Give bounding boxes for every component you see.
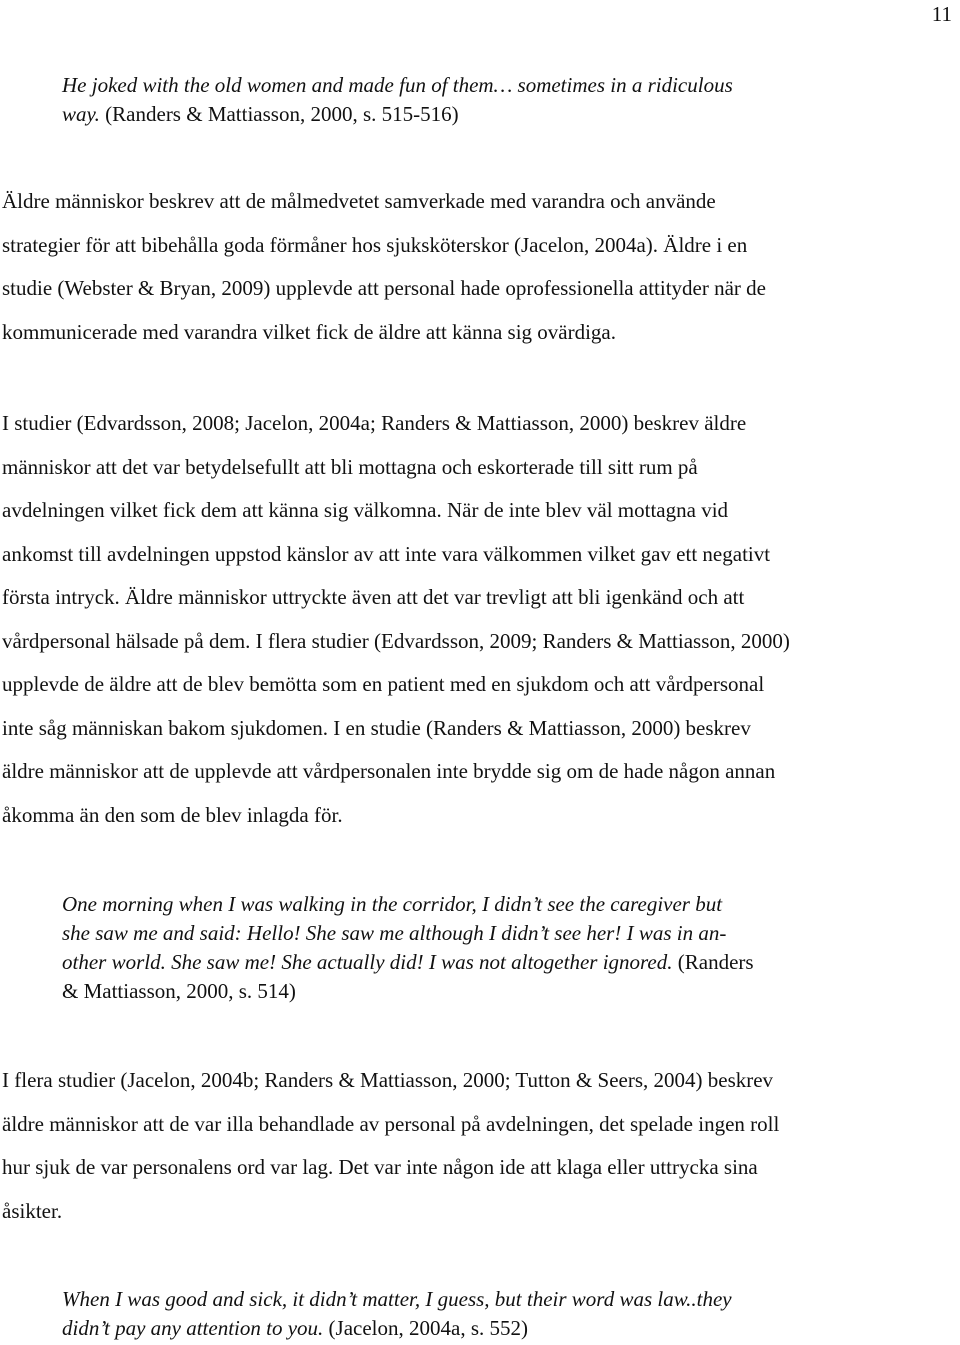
paragraph-line: vårdpersonal hälsade på dem. I flera studier (Edvardsson, 2009; Randers & Mattiasson, 2000) <box>2 628 790 653</box>
paragraph-line: avdelningen vilket fick dem att känna sig välkomna. När de inte blev väl mottagna vid <box>2 498 729 522</box>
quote-text: When I was good and sick, it didn’t matter, I guess, but their word was law..they <box>62 1287 732 1311</box>
quote-line <box>62 1314 870 1343</box>
quote-line <box>62 977 870 1006</box>
paragraph-line: inte såg människan bakom sjukdomen. I en studie (Randers & Mattiasson, 2000) beskrev <box>2 715 751 740</box>
paragraph-line: Äldre människor beskrev att de målmedvetet samverkade med varandra och använde <box>2 189 716 213</box>
quote-citation: & Mattiasson, 2000, s. 514) <box>62 979 296 1003</box>
quote-text: she saw me and said: Hello! She saw me although I didn’t see her! I was in an- <box>62 921 727 945</box>
paragraph-line: åkomma än den som de blev inlagda för. <box>2 802 343 827</box>
quote-line <box>62 71 870 100</box>
quote-line <box>62 919 870 948</box>
quote-citation: (Randers & Mattiasson, 2000, s. 515-516) <box>99 102 459 126</box>
paragraph-2 <box>2 402 944 837</box>
quote-line <box>62 890 870 919</box>
quote-line <box>62 100 870 129</box>
quote-line <box>62 948 870 977</box>
quote-text: didn’t pay any attention to you. <box>62 1316 324 1340</box>
paragraph-line: hur sjuk de var personalens ord var lag. Det var inte någon ide att klaga eller uttrycka sina <box>2 1155 758 1179</box>
quote-text: way. <box>62 102 100 126</box>
paragraph-line: I flera studier (Jacelon, 2004b; Randers & Mattiasson, 2000; Tutton & Seers, 2004) beskrev <box>2 1068 774 1092</box>
paragraph-line: äldre människor att de var illa behandlade av personal på avdelningen, det spelade ingen roll <box>2 1111 780 1136</box>
page-number: 11 <box>931 2 952 26</box>
paragraph-line: studie (Webster & Bryan, 2009) upplevde att personal hade oprofessionella attityder när de <box>2 276 766 300</box>
block-quote-1 <box>62 71 870 129</box>
block-quote-3 <box>62 1285 870 1343</box>
paragraph-1 <box>2 180 944 354</box>
paragraph-line: strategier för att bibehålla goda förmåner hos sjuksköterskor (Jacelon, 2004a). Äldre i en <box>2 232 748 257</box>
paragraph-line: I studier (Edvardsson, 2008; Jacelon, 2004a; Randers & Mattiasson, 2000) beskrev äldre <box>2 411 747 435</box>
paragraph-3 <box>2 1059 944 1233</box>
quote-citation: (Randers <box>672 950 754 974</box>
paragraph-line: kommunicerade med varandra vilket fick de äldre att känna sig ovärdiga. <box>2 319 617 344</box>
paragraph-line: åsikter. <box>2 1198 63 1223</box>
paragraph-line: första intryck. Äldre människor uttryckte även att det var trevligt att bli igenkänd och att <box>2 585 745 609</box>
quote-text: One morning when I was walking in the corridor, I didn’t see the caregiver but <box>62 892 723 916</box>
quote-text: other world. She saw me! She actually did! I was not altogether ignored. <box>62 950 673 974</box>
quote-citation: (Jacelon, 2004a, s. 552) <box>323 1316 528 1340</box>
paragraph-line: ankomst till avdelningen uppstod känslor av att inte vara välkommen vilket gav ett negativt <box>2 541 771 566</box>
quote-line <box>62 1285 870 1314</box>
block-quote-2 <box>62 890 870 1006</box>
paragraph-line: upplevde de äldre att de blev bemötta som en patient med en sjukdom och att vårdpersonal <box>2 672 765 696</box>
paragraph-line: äldre människor att de upplevde att vårdpersonalen inte brydde sig om de hade någon annan <box>2 759 776 783</box>
paragraph-line: människor att det var betydelsefullt att bli mottagna och eskorterade till sitt rum på <box>2 454 698 479</box>
quote-text: He joked with the old women and made fun of them… sometimes in a ridiculous <box>62 73 733 97</box>
